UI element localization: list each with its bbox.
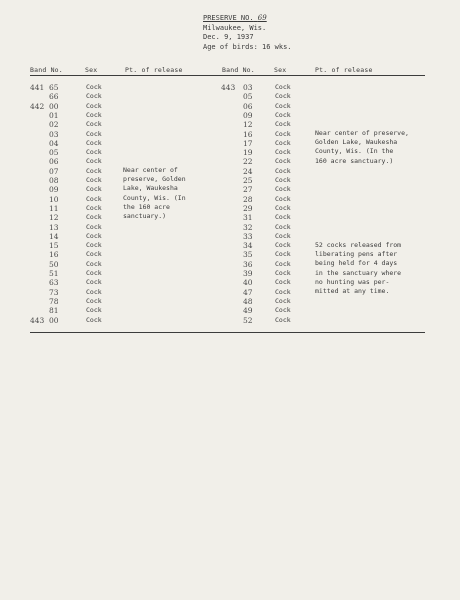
band-prefix: 443 — [30, 315, 45, 325]
band-number: 29 — [243, 203, 253, 213]
band-number: 40 — [243, 278, 253, 288]
band-number: 22 — [243, 157, 253, 167]
band-number: 09 — [49, 185, 59, 195]
band-number: 13 — [49, 222, 59, 232]
sex-value: Cock — [86, 269, 102, 277]
sex-value: Cock — [275, 231, 291, 240]
band-number: 04 — [49, 138, 59, 148]
preserve-number: 69 — [257, 14, 267, 22]
band-number: 03 — [49, 129, 59, 139]
sex-value: Cock — [86, 296, 102, 305]
sex-value: Cock — [275, 101, 291, 110]
band-number: 01 — [49, 110, 59, 120]
sex-value: Cock — [86, 129, 102, 138]
sex-value: Cock — [275, 213, 291, 222]
sex-value: Cock — [86, 259, 102, 268]
band-number: 81 — [49, 306, 59, 316]
band-number: 16 — [49, 250, 59, 260]
band-number: 06 — [243, 101, 253, 111]
band-number: 09 — [243, 110, 253, 120]
sex-value: Cock — [275, 241, 291, 250]
sex-value: Cock — [275, 278, 291, 287]
age-line: Age of birds: 16 wks. — [203, 42, 292, 51]
note-line: in the sanctuary where — [315, 268, 402, 277]
location-line: Milwaukee, Wis. — [203, 23, 267, 32]
sex-value: Cock — [275, 222, 291, 231]
sex-value: Cock — [275, 83, 291, 91]
sex-value: Cock — [86, 110, 102, 119]
band-number: 24 — [243, 166, 253, 176]
note-line: the 160 acre — [123, 202, 170, 211]
sex-value: Cock — [86, 250, 102, 259]
right-release-note-2 — [315, 241, 401, 296]
col-head-band-right: Band No. — [222, 66, 255, 74]
band-number: 36 — [243, 259, 253, 269]
sex-value: Cock — [86, 241, 102, 250]
band-prefix: 442 — [30, 101, 45, 111]
band-number: 11 — [49, 203, 59, 213]
note-line: Lake, Waukesha — [123, 184, 178, 193]
sex-value: Cock — [275, 250, 291, 259]
col-head-sex-left: Sex — [85, 66, 98, 74]
left-release-note — [123, 166, 186, 221]
band-number: 17 — [243, 138, 253, 148]
band-number: 12 — [49, 213, 59, 223]
band-number: 51 — [49, 269, 59, 278]
band-number: 66 — [49, 92, 59, 102]
sex-value: Cock — [86, 101, 102, 110]
col-head-band-left: Band No. — [30, 66, 63, 74]
band-number: 07 — [49, 166, 59, 176]
band-number: 02 — [49, 120, 59, 130]
note-line: Golden Lake, Waukesha — [315, 138, 398, 147]
preserve-title — [203, 14, 292, 24]
band-number: 63 — [49, 278, 59, 288]
note-line: sanctuary.) — [123, 212, 167, 221]
band-number: 06 — [49, 157, 59, 167]
sex-value: Cock — [86, 176, 102, 184]
band-number: 47 — [243, 287, 253, 297]
band-number: 65 — [49, 83, 59, 92]
sex-value: Cock — [86, 194, 102, 203]
band-prefix: 443 — [221, 83, 236, 92]
note-line: no hunting was per- — [315, 277, 390, 286]
sex-value: Cock — [86, 92, 102, 101]
band-number: 05 — [243, 92, 253, 102]
band-number: 00 — [49, 315, 59, 325]
band-number: 78 — [49, 296, 59, 306]
band-number: 33 — [243, 231, 253, 241]
sex-value: Cock — [275, 138, 291, 147]
sex-value: Cock — [275, 315, 291, 324]
band-number: 03 — [243, 83, 253, 92]
sex-value: Cock — [86, 278, 102, 287]
note-line: 160 acre sanctuary.) — [315, 156, 394, 165]
sex-value: Cock — [86, 315, 102, 324]
note-line: preserve, Golden — [123, 175, 186, 184]
sex-value: Cock — [86, 138, 102, 147]
preserve-title-prefix: PRESERVE NO. — [203, 14, 254, 22]
band-number: 16 — [243, 129, 253, 139]
sex-value: Cock — [86, 231, 102, 240]
sex-value: Cock — [86, 166, 102, 175]
band-number: 25 — [243, 176, 253, 185]
sex-value: Cock — [275, 92, 291, 101]
sex-value: Cock — [86, 185, 102, 194]
sex-value: Cock — [275, 148, 291, 157]
sex-value: Cock — [86, 222, 102, 231]
note-line: Near center of — [123, 166, 178, 174]
band-number: 39 — [243, 269, 253, 278]
band-number: 35 — [243, 250, 253, 260]
band-number: 27 — [243, 185, 253, 195]
col-head-sex-right: Sex — [274, 66, 287, 74]
sex-value: Cock — [275, 110, 291, 119]
sex-value: Cock — [86, 203, 102, 212]
sex-value: Cock — [275, 259, 291, 268]
note-line: County, Wis. (In the — [315, 147, 394, 156]
band-number: 10 — [49, 194, 59, 204]
sex-value: Cock — [86, 287, 102, 296]
sex-value: Cock — [86, 120, 102, 129]
band-number: 12 — [243, 120, 253, 130]
sex-value: Cock — [275, 185, 291, 194]
band-number: 15 — [49, 241, 59, 251]
sex-value: Cock — [275, 157, 291, 166]
sex-value: Cock — [275, 176, 291, 184]
sex-value: Cock — [275, 306, 291, 315]
sex-value: Cock — [275, 120, 291, 129]
note-line: being held for 4 days — [315, 259, 398, 268]
sex-value: Cock — [275, 194, 291, 203]
sex-value: Cock — [275, 296, 291, 305]
note-line: mitted at any time. — [315, 287, 390, 296]
sex-value: Cock — [275, 269, 291, 277]
note-line: County, Wis. (In — [123, 193, 186, 202]
band-number: 28 — [243, 194, 253, 204]
sex-value: Cock — [275, 203, 291, 212]
date-line: Dec. 9, 1937 — [203, 33, 254, 41]
band-number: 14 — [49, 231, 59, 241]
band-number: 05 — [49, 148, 59, 158]
sex-value: Cock — [86, 213, 102, 222]
sex-value: Cock — [275, 166, 291, 175]
note-line: 52 cocks released from — [315, 241, 402, 249]
band-number: 19 — [243, 148, 253, 158]
band-number: 50 — [49, 259, 59, 269]
header-rule — [30, 75, 425, 76]
sex-value: Cock — [275, 129, 291, 138]
band-number: 48 — [243, 296, 253, 306]
sex-value: Cock — [86, 306, 102, 315]
right-release-note-1 — [315, 129, 409, 166]
band-prefix: 441 — [30, 83, 45, 92]
note-line: Near center of preserve, — [315, 129, 409, 137]
document-header — [203, 14, 292, 52]
band-number: 31 — [243, 213, 253, 223]
band-number: 00 — [49, 101, 59, 111]
band-number: 52 — [243, 315, 253, 325]
sex-value: Cock — [86, 148, 102, 157]
band-number: 08 — [49, 176, 59, 185]
note-line: liberating pens after — [315, 250, 398, 259]
band-number: 32 — [243, 222, 253, 232]
sex-value: Cock — [275, 287, 291, 296]
footer-rule — [30, 332, 425, 333]
sex-value: Cock — [86, 157, 102, 166]
band-number: 73 — [49, 287, 59, 297]
sex-value: Cock — [86, 83, 102, 91]
band-number: 49 — [243, 306, 253, 316]
band-number: 34 — [243, 241, 253, 251]
col-head-release-left: Pt. of release — [125, 66, 183, 74]
col-head-release-right: Pt. of release — [315, 66, 373, 74]
